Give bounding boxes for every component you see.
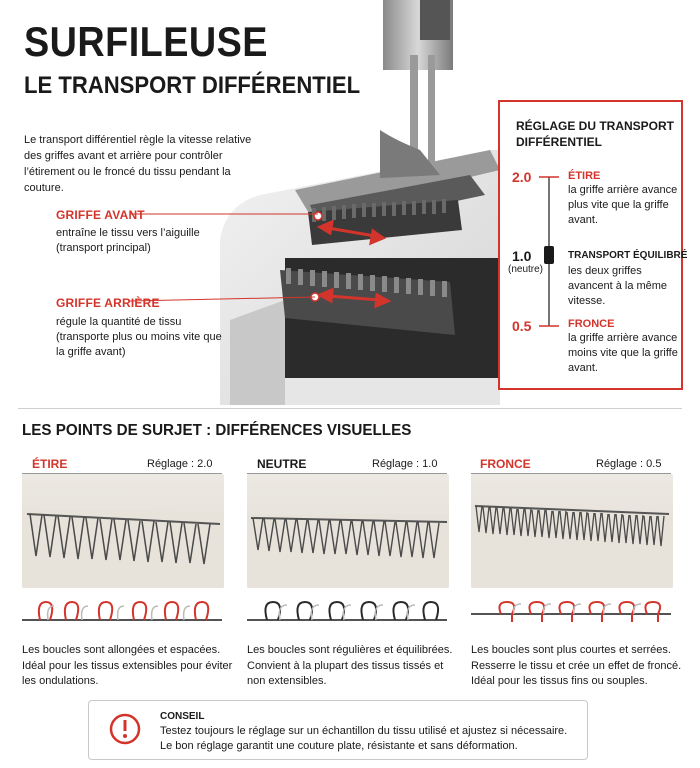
rear-feed-text: régule la quantité de tissu (transporte plus ou moins vite que la griffe avant) xyxy=(56,316,222,358)
setting-label-gather: FRONCE xyxy=(568,318,615,330)
diagram-gather xyxy=(471,596,673,630)
page-title: SURFILEUSE xyxy=(24,18,268,65)
swatch-stretch xyxy=(22,474,224,588)
column-name-neutral: NEUTRE xyxy=(257,457,307,471)
setting-value-stretch: 2.0 xyxy=(512,169,532,185)
front-feed-title: GRIFFE AVANT xyxy=(56,208,145,222)
setting-label-neutral: TRANSPORT ÉQUILIBRÉ xyxy=(568,250,688,261)
column-setting-stretch: Réglage : 2.0 xyxy=(147,458,213,470)
swatch-gather xyxy=(471,474,673,588)
setting-text-stretch: la griffe arrière avance plus vite que la griffe avant. xyxy=(568,184,678,226)
callout-lines xyxy=(130,205,330,315)
column-name-gather: FRONCE xyxy=(480,457,531,471)
column-setting-neutral: Réglage : 1.0 xyxy=(372,458,438,470)
column-setting-gather: Réglage : 0.5 xyxy=(596,458,662,470)
setting-text-gather: la griffe arrière avance moins vite que la griffe avant. xyxy=(568,332,678,374)
warning-icon xyxy=(108,712,142,746)
setting-sub-neutral: (neutre) xyxy=(508,264,544,275)
column-name-stretch: ÉTIRE xyxy=(32,457,68,471)
settings-title: RÉGLAGE DU TRANSPORT DIFFÉRENTIEL xyxy=(516,119,675,149)
section-title: LES POINTS DE SURJET : DIFFÉRENCES VISUELLES xyxy=(22,422,412,439)
column-desc-gather: Les boucles sont plus courtes et serrées. Resserre le tissu et crée un effet de froncé. Idéal pour les tissus fins ou souples. xyxy=(471,644,682,687)
section-divider xyxy=(18,408,682,409)
column-desc-stretch: Les boucles sont allongées et espacées. Idéal pour les tissus extensibles pour éviter les ondulations. xyxy=(22,644,233,687)
rear-feed-title: GRIFFE ARRIÈRE xyxy=(56,296,160,310)
page-subtitle: LE TRANSPORT DIFFÉRENTIEL xyxy=(24,72,361,99)
serger-illustration xyxy=(200,0,500,405)
column-desc-neutral: Les boucles sont régulières et équilibrées. Convient à la plupart des tissus tissés et non extensibles. xyxy=(247,644,453,687)
setting-text-neutral: les deux griffes avancent à la même vitesse. xyxy=(568,265,668,307)
front-feed-text: entraîne le tissu vers l’aiguille (transport principal) xyxy=(56,227,200,254)
intro-text: Le transport différentiel règle la vitesse relative des griffes avant et arrière pour contrôler l’étirement ou le froncé du tissu pendant la couture. xyxy=(24,134,252,194)
swatch-neutral xyxy=(247,474,449,588)
tip-title: CONSEIL xyxy=(160,711,205,722)
settings-scale xyxy=(533,168,569,338)
tip-text: Testez toujours le réglage sur un échantillon du tissu utilisé et ajustez si nécessaire. Le bon réglage garantit une couture plate, résistante et sans déformation. xyxy=(160,725,568,752)
diagram-neutral xyxy=(247,596,449,630)
setting-value-gather: 0.5 xyxy=(512,318,532,334)
setting-value-neutral: 1.0 xyxy=(512,248,532,264)
setting-label-stretch: ÉTIRE xyxy=(568,170,601,182)
diagram-stretch xyxy=(22,596,224,630)
